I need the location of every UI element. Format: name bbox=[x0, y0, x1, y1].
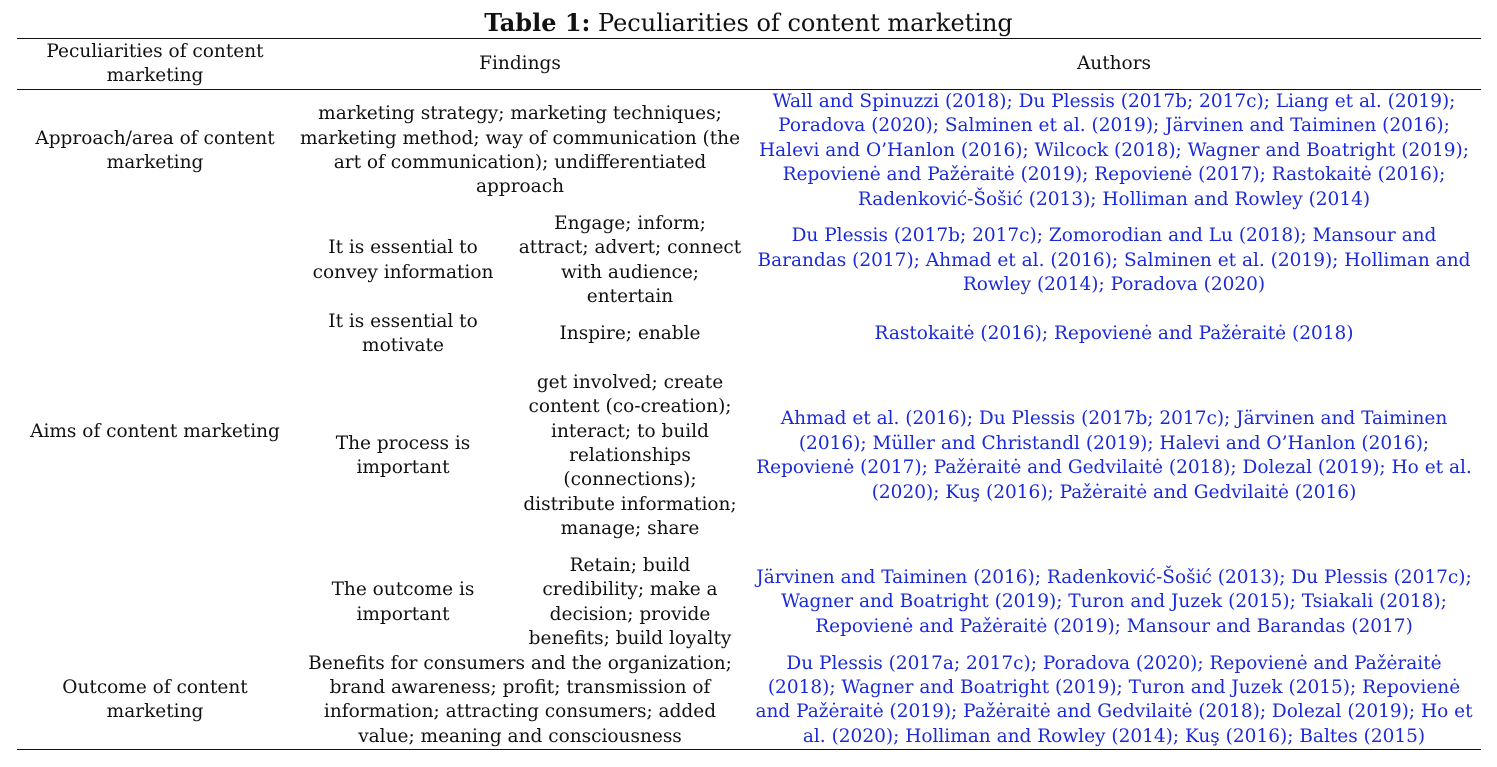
header-authors: Authors bbox=[1076, 52, 1152, 74]
findings-outcome-aim: Retain; build credibility; make a decision; provide benefits; build loyalty bbox=[528, 554, 732, 650]
header-findings: Findings bbox=[479, 52, 561, 74]
findings-outcome: Benefits for consumers and the organization; brand awareness; profit; transmission of information; attracting consumers; added value; meaning and consciousness bbox=[308, 652, 732, 747]
authors-approach: Wall and Spinuzzi (2018); Du Plessis (2017b; 2017c); Liang et al. (2019); Poradova (2020); Salminen et al. (2019); Järvinen and Taiminen (2016); Halevi and O’Hanlon (2016); Wilcock (2018); Wagner and Boatright (2019); Repovienė and Pažėraitė (2019); Repovienė (2017); Rastokaitė (2016); Radenković-Šošić (2013); Holliman and Rowley (2014) bbox=[759, 91, 1469, 210]
sub-label-outcome: The outcome is important bbox=[331, 579, 475, 625]
authors-outcome: Du Plessis (2017a; 2017c); Poradova (2020); Repovienė and Pažėraitė (2018); Wagner and Boatright (2019); Turon and Juzek (2015); Repovienė and Pažėraitė (2019); Pažėraitė and Gedvilaitė (2018); Dolezal (2019); Ho et al. (2020); Holliman and Rowley (2014); Kuş (2016); Baltes (2015) bbox=[755, 652, 1473, 747]
row-label-approach: Approach/area of content marketing bbox=[35, 127, 275, 174]
findings-motivate: Inspire; enable bbox=[559, 322, 701, 344]
table-caption bbox=[0, 8, 1497, 38]
table-row-aims-convey bbox=[17, 212, 1481, 310]
peculiarities-table bbox=[17, 38, 1481, 750]
caption-label: Table 1: bbox=[484, 8, 591, 37]
findings-approach: marketing strategy; marketing techniques; marketing method; way of communication (the art of communication); undifferentiated approach bbox=[299, 103, 741, 198]
findings-process: get involved; create content (co-creation); interact; to build relationships (connections); distribute information; manage; share bbox=[523, 371, 737, 540]
findings-convey: Engage; inform; attract; advert; connect with audience; entertain bbox=[518, 213, 742, 308]
header-row bbox=[17, 39, 1481, 90]
table-row-approach bbox=[17, 90, 1481, 213]
sub-label-process: The process is important bbox=[335, 432, 471, 479]
caption-title: Peculiarities of content marketing bbox=[598, 9, 1013, 37]
authors-outcome-aim: Järvinen and Taiminen (2016); Radenković-Šošić (2013); Du Plessis (2017c); Wagner and Boatright (2019); Turon and Juzek (2015); Tsiakali (2018); Repovienė and Pažėraitė (2019); Mansour and Barandas (2017) bbox=[756, 567, 1472, 637]
authors-convey: Du Plessis (2017b; 2017c); Zomorodian and Lu (2018); Mansour and Barandas (2017); Ahmad et al. (2016); Salminen et al. (2019); Holliman and Rowley (2014); Poradova (2020) bbox=[757, 225, 1471, 296]
authors-motivate: Rastokaitė (2016); Repovienė and Pažėraitė (2018) bbox=[874, 322, 1354, 344]
row-label-aims: Aims of content marketing bbox=[30, 420, 280, 442]
sub-label-convey: It is essential to convey information bbox=[312, 237, 494, 283]
table-row-outcome bbox=[17, 652, 1481, 750]
authors-process: Ahmad et al. (2016); Du Plessis (2017b; 2017c); Järvinen and Taiminen (2016); Müller and Christandl (2019); Halevi and O’Hanlon (2016); Repovienė (2017); Pažėraitė and Gedvilaitė (2018); Dolezal (2019); Ho et al. (2020); Kuş (2016); Pažėraitė and Gedvilaitė (2016) bbox=[756, 408, 1472, 503]
row-label-outcome: Outcome of content marketing bbox=[62, 677, 248, 723]
header-peculiarities: Peculiarities of content marketing bbox=[46, 40, 264, 86]
sub-label-motivate: It is essential to motivate bbox=[328, 310, 478, 357]
